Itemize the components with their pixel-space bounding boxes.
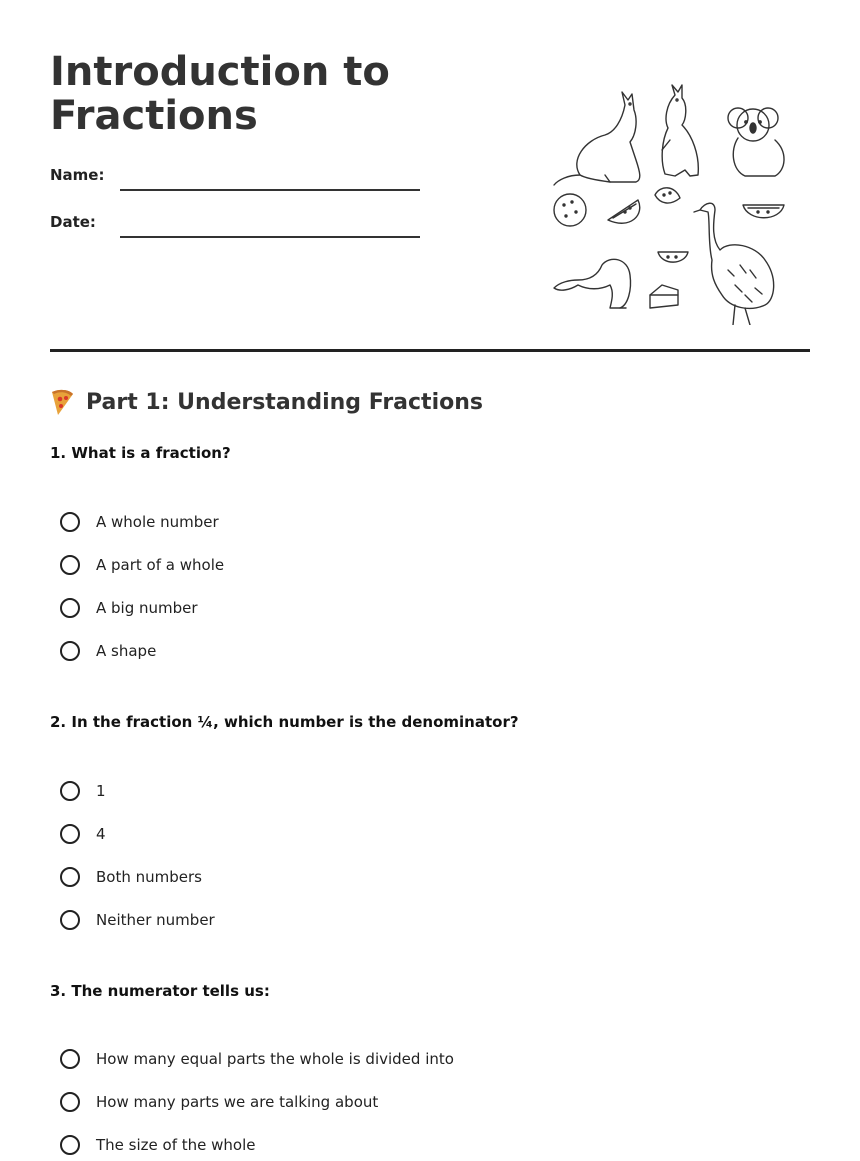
watermelon-icon <box>554 194 586 226</box>
q3-option-2[interactable] <box>60 1089 378 1115</box>
radio-button[interactable] <box>60 555 80 575</box>
option-label: The size of the whole <box>96 1136 256 1154</box>
option-label: A big number <box>96 599 198 617</box>
q1-option-2[interactable] <box>60 552 224 578</box>
worksheet-page <box>50 0 810 1161</box>
radio-button[interactable] <box>60 1049 80 1069</box>
option-label: A part of a whole <box>96 556 225 574</box>
option-label: 1 <box>96 782 106 800</box>
radio-button[interactable] <box>60 1135 80 1155</box>
q1-option-1[interactable] <box>60 509 219 535</box>
q2-option-3[interactable] <box>60 864 202 890</box>
radio-button[interactable] <box>60 598 80 618</box>
q2-option-2[interactable] <box>60 821 106 847</box>
radio-button[interactable] <box>60 1092 80 1112</box>
pizza-icon <box>50 388 74 416</box>
option-label: 4 <box>96 825 106 843</box>
option-label: A shape <box>96 642 157 660</box>
header-divider <box>50 349 810 352</box>
section-title-text: Part 1: Understanding Fractions <box>86 389 483 415</box>
emu-icon <box>694 203 774 325</box>
option-label: How many parts we are talking about <box>96 1093 379 1111</box>
radio-button[interactable] <box>60 867 80 887</box>
option-label: How many equal parts the whole is divided into <box>96 1050 454 1068</box>
section-title <box>50 388 483 416</box>
question-1: 1. What is a fraction? <box>50 444 231 462</box>
watermelon-icon <box>608 200 640 223</box>
q3-option-1[interactable] <box>60 1046 454 1072</box>
date-field <box>50 213 420 243</box>
name-label: Name: <box>50 166 105 184</box>
watermelon-icon <box>743 205 784 218</box>
option-label: A whole number <box>96 513 219 531</box>
q2-option-1[interactable] <box>60 778 106 804</box>
name-field <box>50 166 420 196</box>
worksheet-title: Introduction to Fractions <box>50 49 390 139</box>
q2-option-4[interactable] <box>60 907 215 933</box>
kangaroo-icon <box>554 92 640 185</box>
option-label: Neither number <box>96 911 215 929</box>
radio-button[interactable] <box>60 910 80 930</box>
q1-option-4[interactable] <box>60 638 156 664</box>
date-line[interactable] <box>120 236 420 238</box>
radio-button[interactable] <box>60 824 80 844</box>
koala-icon <box>728 108 784 176</box>
option-label: Both numbers <box>96 868 202 886</box>
radio-button[interactable] <box>60 781 80 801</box>
watermelon-icon <box>658 252 688 262</box>
watermelon-icon <box>655 188 680 203</box>
radio-button[interactable] <box>60 512 80 532</box>
q1-option-3[interactable] <box>60 595 198 621</box>
question-3: 3. The numerator tells us: <box>50 982 270 1000</box>
date-label: Date: <box>50 213 96 231</box>
q3-option-3[interactable] <box>60 1132 255 1158</box>
question-2: 2. In the fraction ¼, which number is the denominator? <box>50 713 519 731</box>
name-line[interactable] <box>120 189 420 191</box>
platypus-icon <box>554 259 631 308</box>
australian-animals-illustration <box>550 80 790 325</box>
radio-button[interactable] <box>60 641 80 661</box>
cheese-icon <box>650 285 678 308</box>
kangaroo-icon <box>662 85 698 176</box>
